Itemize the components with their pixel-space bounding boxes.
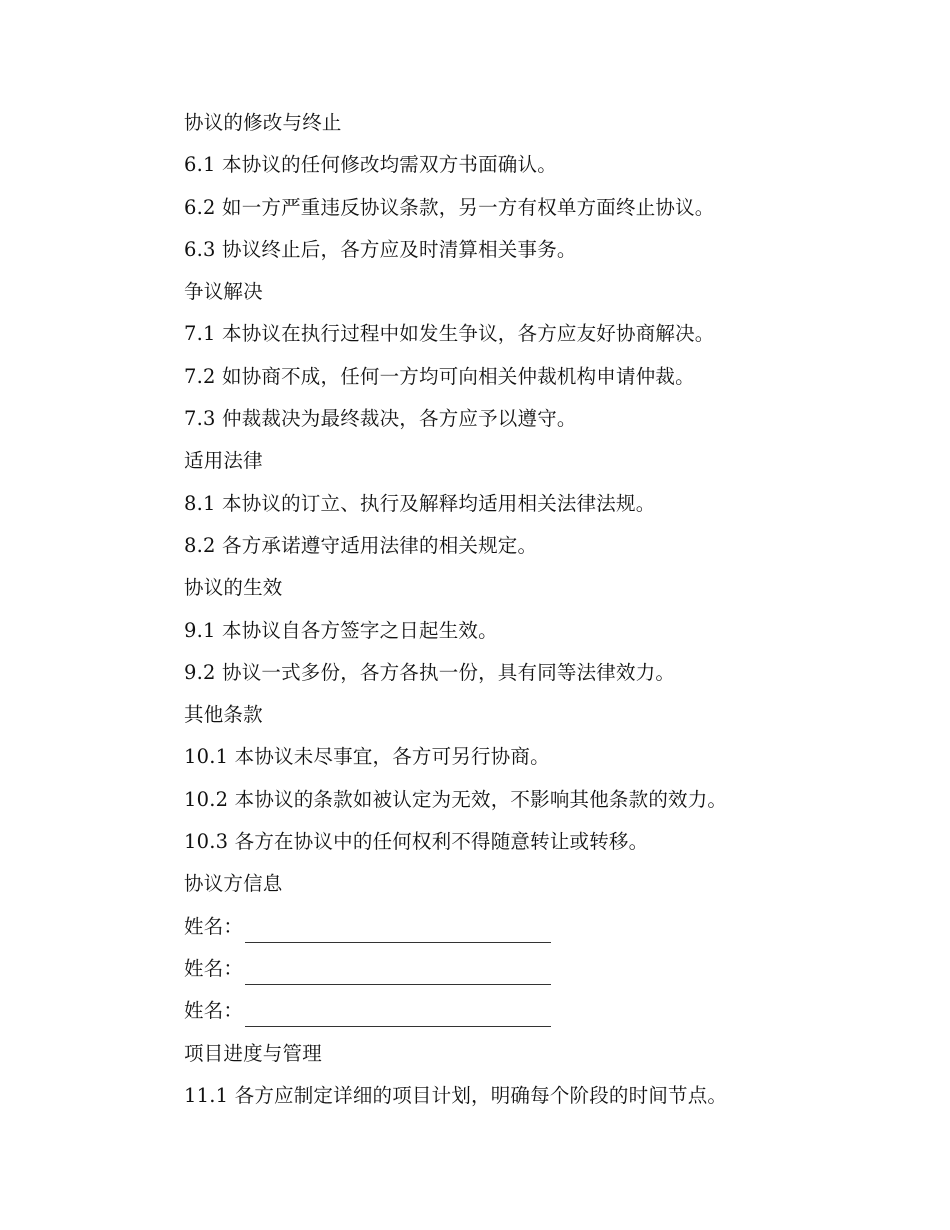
clause-10-3: 10.3 各方在协议中的任何权利不得随意转让或转移。 — [184, 830, 649, 854]
party-name-field-3[interactable] — [184, 990, 884, 1032]
name-blank-line[interactable] — [245, 983, 551, 985]
clause-6-1: 6.1 本协议的任何修改均需双方书面确认。 — [184, 153, 557, 177]
name-blank-line[interactable] — [245, 941, 551, 943]
section-heading-project-progress: 项目进度与管理 — [184, 1041, 322, 1065]
section-heading-effectiveness: 协议的生效 — [184, 576, 283, 600]
clause-10-1: 10.1 本协议未尽事宜，各方可另行协商。 — [184, 745, 550, 769]
party-name-label: 姓名： — [184, 999, 244, 1023]
clause-8-1: 8.1 本协议的订立、执行及解释均适用相关法律法规。 — [184, 491, 656, 515]
clause-7-3: 7.3 仲裁裁决为最终裁决，各方应予以遵守。 — [184, 407, 577, 431]
clause-9-2: 9.2 协议一式多份，各方各执一份，具有同等法律效力。 — [184, 660, 676, 684]
party-name-label: 姓名： — [184, 914, 244, 938]
clause-7-2: 7.2 如协商不成，任何一方均可向相关仲裁机构申请仲裁。 — [184, 364, 695, 388]
clause-9-1: 9.1 本协议自各方签字之日起生效。 — [184, 618, 498, 642]
clause-8-2: 8.2 各方承诺遵守适用法律的相关规定。 — [184, 533, 538, 557]
section-heading-governing-law: 适用法律 — [184, 449, 263, 473]
party-name-field-2[interactable] — [184, 948, 884, 990]
clause-6-2: 6.2 如一方严重违反协议条款，另一方有权单方面终止协议。 — [184, 195, 715, 219]
section-heading-modification: 协议的修改与终止 — [184, 111, 342, 134]
party-name-field-1[interactable] — [184, 906, 884, 948]
clause-7-1: 7.1 本协议在执行过程中如发生争议，各方应友好协商解决。 — [184, 322, 715, 346]
document-body — [184, 102, 884, 1117]
name-blank-line[interactable] — [245, 1025, 551, 1027]
section-heading-other-terms: 其他条款 — [184, 703, 263, 727]
clause-10-2: 10.2 本协议的条款如被认定为无效，不影响其他条款的效力。 — [184, 787, 728, 811]
section-heading-parties: 协议方信息 — [184, 872, 283, 896]
party-name-label: 姓名： — [184, 956, 244, 980]
section-heading-dispute: 争议解决 — [184, 280, 263, 304]
clause-6-3: 6.3 协议终止后，各方应及时清算相关事务。 — [184, 237, 577, 261]
clause-11-1: 11.1 各方应制定详细的项目计划，明确每个阶段的时间节点。 — [184, 1083, 728, 1107]
